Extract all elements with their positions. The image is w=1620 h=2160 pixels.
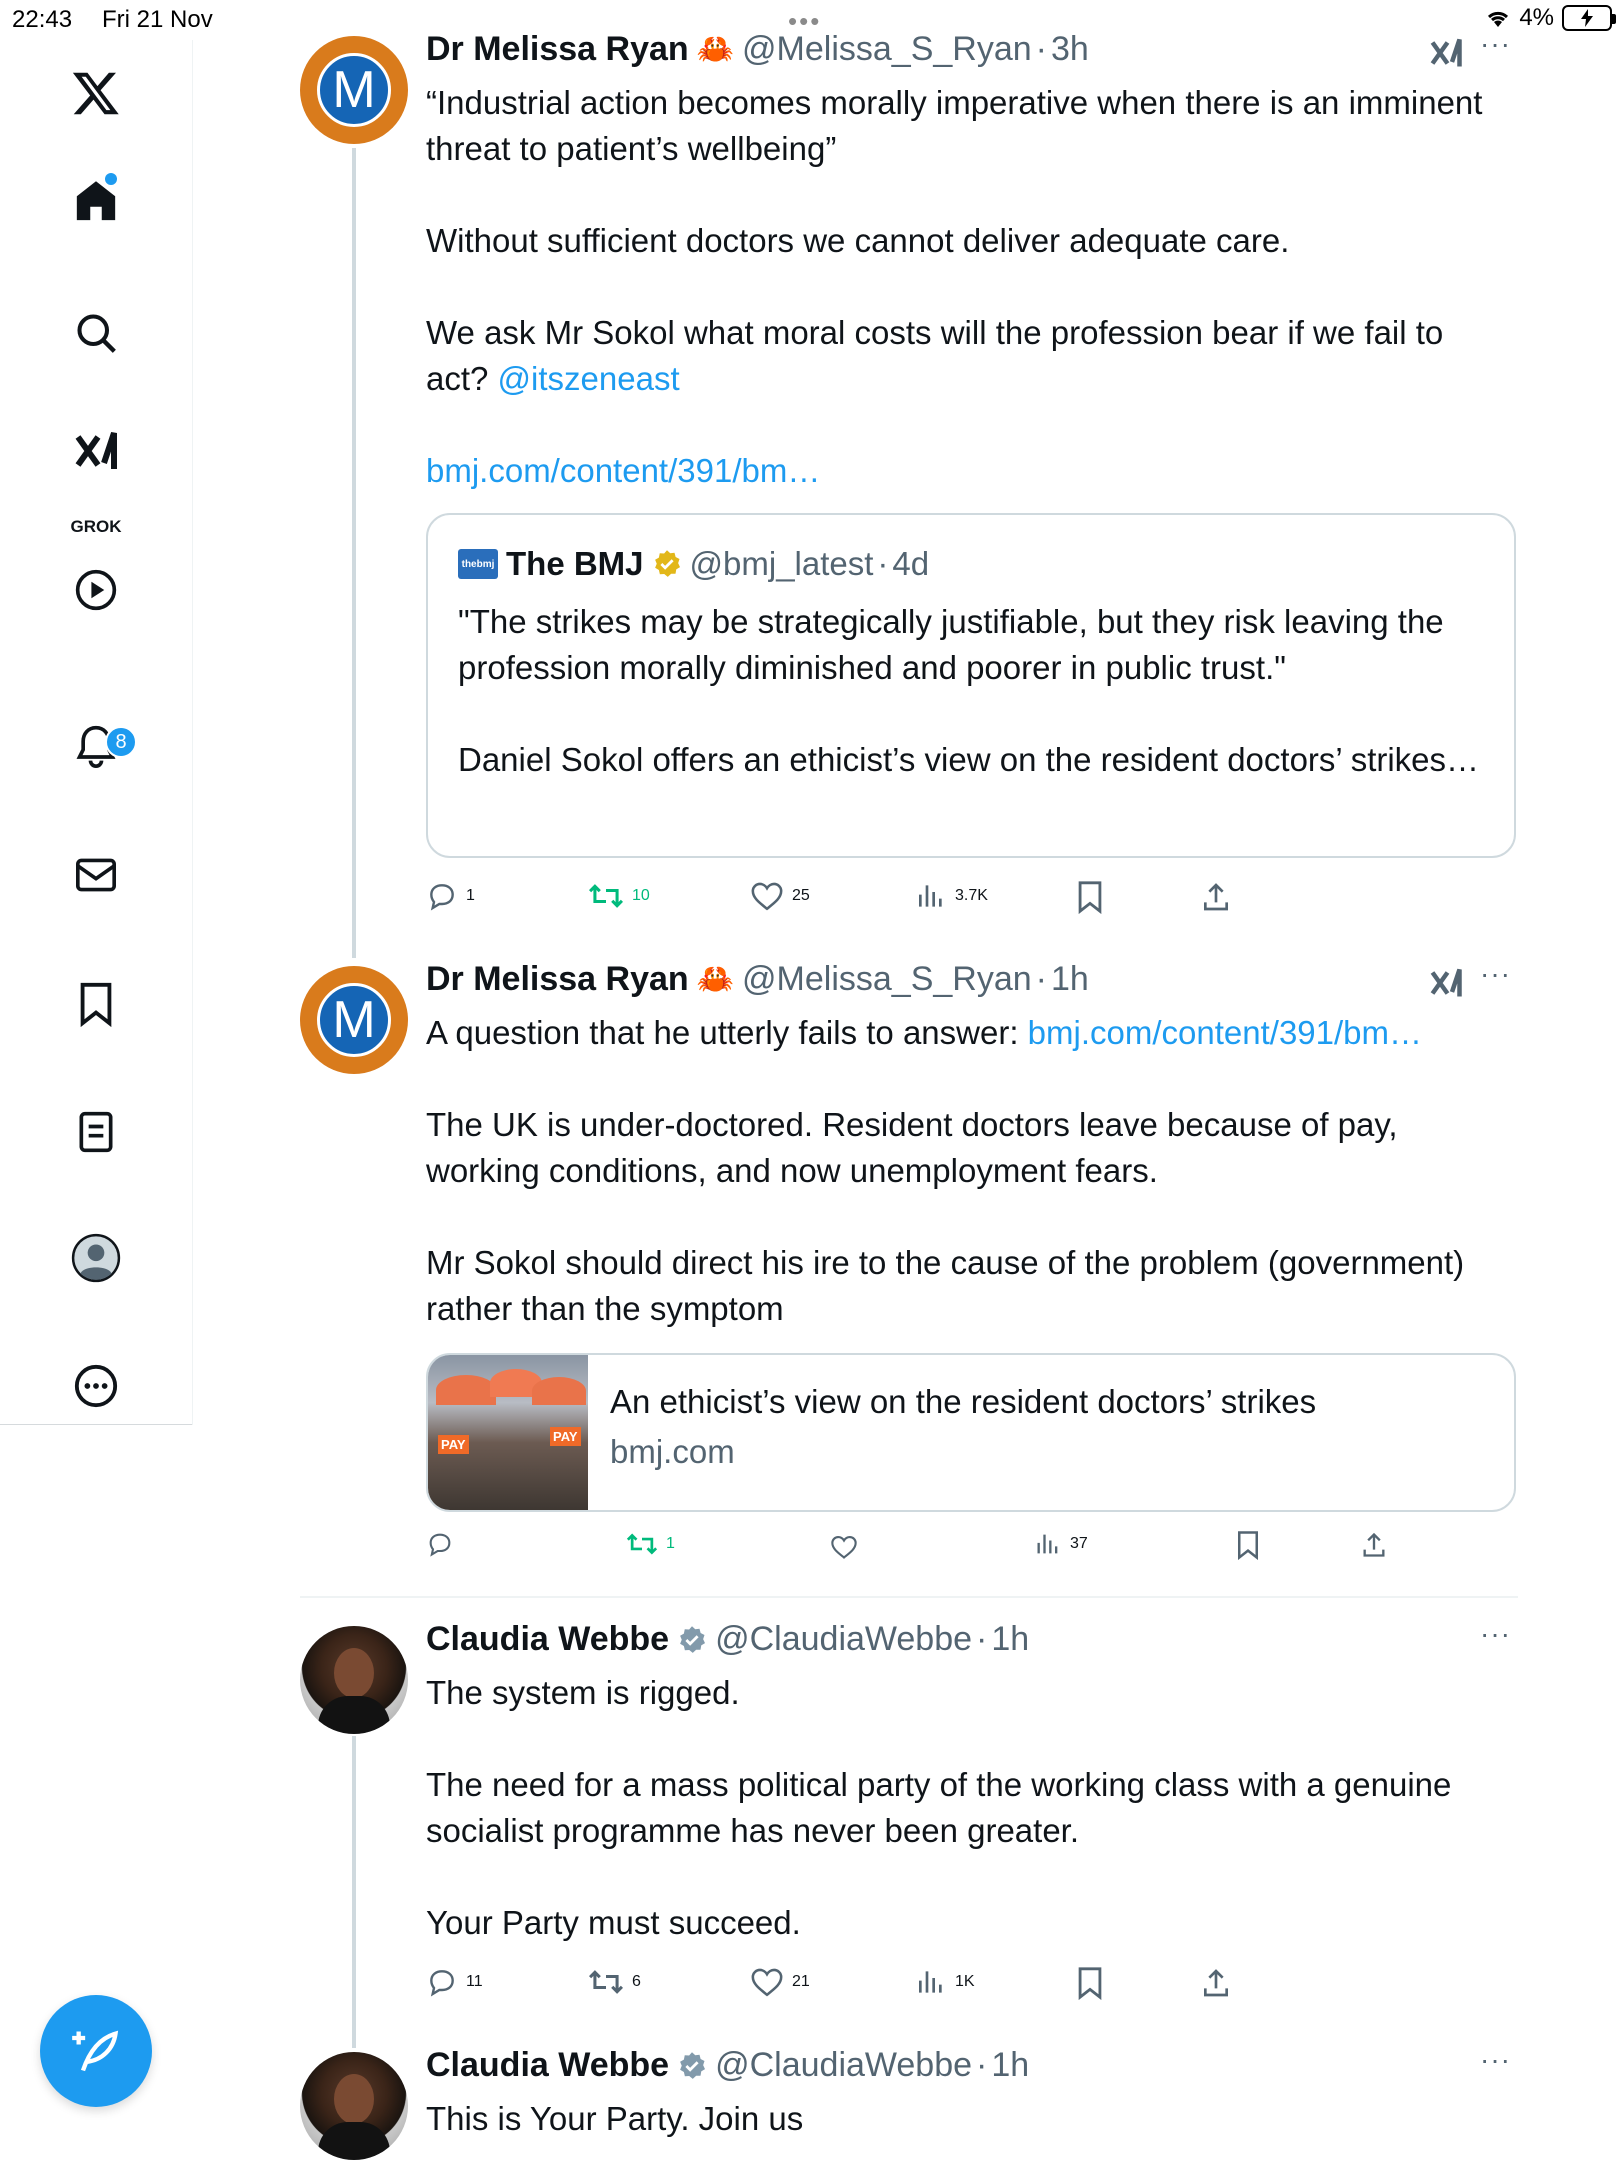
repost-icon [588, 880, 624, 912]
quote-text: "The strikes may be strategically justifiable, but they risk leaving the profession morally diminished and poorer in public trust." Daniel Sokol offers an ethicist’s view on the resident doctors’ strikes… [458, 603, 1480, 778]
like-button[interactable]: 21 [750, 1966, 810, 1998]
battery-percent: 4% [1519, 4, 1554, 31]
bookmark-button[interactable] [1075, 1966, 1105, 2000]
views-button[interactable]: 1K [915, 1966, 975, 1998]
url-link[interactable]: bmj.com/content/391/bm… [1027, 1014, 1423, 1051]
search-icon[interactable] [65, 302, 127, 364]
share-icon [1360, 1530, 1388, 1560]
analytics-icon [1034, 1530, 1062, 1558]
articles-icon[interactable] [65, 1101, 127, 1163]
notifications-badge: 8 [105, 726, 137, 758]
share-button[interactable] [1200, 1966, 1232, 2000]
x-logo-icon[interactable] [65, 62, 127, 124]
reply-icon [426, 1966, 458, 1998]
messages-envelope-icon[interactable] [65, 844, 127, 906]
reply-button[interactable]: 11 [426, 1966, 483, 1998]
grok-label: GROK [70, 517, 122, 536]
tweet-divider [300, 1596, 1518, 1598]
author-name[interactable]: Dr Melissa Ryan [426, 30, 689, 68]
repost-icon [588, 1966, 624, 1998]
views-button[interactable]: 37 [1034, 1530, 1088, 1558]
avatar[interactable] [300, 1626, 408, 1734]
profile-avatar-icon[interactable] [65, 1227, 127, 1289]
author-name[interactable]: Dr Melissa Ryan [426, 960, 689, 998]
author-name[interactable]: Claudia Webbe [426, 1620, 670, 1658]
sidebar-nav [0, 40, 193, 1425]
quoted-tweet[interactable]: thebmj The BMJ @bmj_latest · 4d "The strikes may be strategically justifiable, but they risk leaving the profession morally diminished and poorer in public trust." Daniel Sokol offers an ethicist’s view on the resident doctors’ strikes… [426, 513, 1516, 858]
tweet-text: The system is rigged. The need for a mass political party of the working class with a genuine socialist programme has never been greater. Your Party must succeed. [426, 1674, 1461, 1941]
share-button[interactable] [1360, 1530, 1388, 1560]
bookmark-button[interactable] [1235, 1530, 1261, 1560]
grok-explain-icon[interactable] [1428, 36, 1464, 70]
bookmark-icon [1235, 1530, 1261, 1560]
card-sign: PAY [550, 1427, 581, 1446]
like-button[interactable] [830, 1534, 866, 1560]
quote-author-name: The BMJ [506, 545, 644, 582]
bmj-logo: thebmj [458, 549, 498, 579]
home-icon[interactable] [65, 170, 127, 232]
video-play-icon[interactable] [65, 559, 127, 621]
url-link[interactable]: bmj.com/content/391/bm… [426, 452, 821, 489]
battery-icon [1562, 5, 1612, 31]
status-date: Fri 21 Nov [102, 6, 213, 33]
tweet-time[interactable]: 3h [1051, 30, 1089, 68]
heart-icon [750, 1966, 784, 1998]
link-preview-card[interactable] [426, 1353, 1516, 1512]
quote-time: 4d [892, 545, 930, 582]
tweet-time[interactable]: 1h [1051, 960, 1089, 998]
card-domain: bmj.com [610, 1433, 735, 1470]
repost-icon [626, 1530, 658, 1558]
tweet-time[interactable]: 1h [991, 1620, 1030, 1658]
multitasking-dots-icon[interactable]: ••• [788, 6, 822, 36]
bookmark-icon [1075, 880, 1105, 914]
card-thumbnail [428, 1355, 588, 1512]
compose-feather-icon [70, 2025, 122, 2077]
author-handle[interactable]: @Melissa_S_Ryan [742, 30, 1032, 68]
repost-button[interactable]: 1 [626, 1530, 675, 1558]
author-handle[interactable]: @ClaudiaWebbe [715, 1620, 973, 1658]
avatar[interactable] [300, 2052, 408, 2160]
heart-icon [830, 1534, 858, 1560]
thread-line [352, 1736, 356, 2048]
tweet-time[interactable]: 1h [991, 2046, 1030, 2084]
avatar[interactable]: M [300, 966, 408, 1074]
reply-icon [426, 880, 458, 912]
grok-icon[interactable] [65, 420, 127, 482]
tweet-text: A question that he utterly fails to answer: bmj.com/content/391/bm… The UK is under-doctored. Resident doctors leave because of pay, working conditions, and now unemployment fears. Mr Sokol should direct his ire to the cause of the problem (government) rather than the symptom [426, 1014, 1474, 1327]
grok-explain-icon[interactable] [1428, 966, 1464, 1000]
share-icon [1200, 880, 1232, 914]
thread-line [352, 148, 356, 958]
author-emoji: 🦀 [696, 33, 735, 66]
quote-author-handle: @bmj_latest [689, 545, 874, 582]
share-icon [1200, 1966, 1232, 2000]
bookmarks-icon[interactable] [65, 973, 127, 1035]
repost-button[interactable]: 10 [588, 880, 650, 912]
share-button[interactable] [1200, 880, 1232, 914]
avatar[interactable]: M [300, 36, 408, 144]
analytics-icon [915, 1966, 947, 1998]
author-name[interactable]: Claudia Webbe [426, 2046, 670, 2084]
tweet-text: “Industrial action becomes morally imperative when there is an imminent threat to patient’s wellbeing” Without sufficient doctors we cannot deliver adequate care. We ask Mr Sokol what moral costs will the profession bear if we fail to act? @itszeneast bmj.com/content/391/bm… [426, 84, 1492, 489]
heart-icon [750, 880, 784, 912]
views-button[interactable]: 3.7K [915, 880, 988, 912]
more-menu-icon[interactable]: ··· [1480, 28, 1511, 59]
more-menu-icon[interactable]: ··· [1480, 2044, 1511, 2075]
card-sign: PAY [438, 1435, 469, 1454]
like-button[interactable]: 25 [750, 880, 810, 912]
repost-button[interactable]: 6 [588, 1966, 641, 1998]
more-menu-icon[interactable]: ··· [1480, 958, 1511, 989]
author-emoji: 🦀 [696, 963, 735, 996]
verified-grey-badge-icon [677, 2051, 707, 2081]
reply-button[interactable] [426, 1530, 462, 1558]
verified-grey-badge-icon [677, 1625, 707, 1655]
more-menu-icon[interactable]: ··· [1480, 1618, 1511, 1649]
bookmark-icon [1075, 1966, 1105, 2000]
author-handle[interactable]: @Melissa_S_Ryan [742, 960, 1032, 998]
tweet-text: This is Your Party. Join us [426, 2100, 804, 2137]
author-handle[interactable]: @ClaudiaWebbe [715, 2046, 973, 2084]
timeline: M Dr Melissa Ryan 🦀 @Melissa_S_Ryan · 3h ··· “Industrial action becomes morally imperative when there is an imminent threat to patient’s wellbeing” Without sufficient doctors we cannot deliver adequate care. We ask Mr Sokol what moral costs will the profession bear if we fail to act? @itszeneast bmj.com/content/391/bm… thebmj The BMJ @bmj_latest · 4d "The strikes may be strategically justifiable, but they risk leaving the profession morally diminished and poorer in public trust." Daniel Sokol offers an ethicist’s view on the resident doctors’ strikes… 1 10 25 3.7K M Dr Melissa Ryan 🦀 @Melissa_S_Ryan · 1h ··· A question that he utterly fails to answer: bmj.com/content/391/bm… The UK is under-doctored. Resident doctors leave because of pay, working conditions, and now unemployment fears. Mr Sokol should direct his ire to the cause of the problem (government) rather than the symptom PAY PAY An ethicist’s view on the resident doctors’ strikes bmj.com 1 37 Claudia Webbe @ClaudiaWebbe · 1h ··· The system is rigged. The need for a mass political party of the working class with a genuine socialist programme has never been greater. Your Party must succeed. 11 6 21 1K Claudia Webbe @ClaudiaWebbe · 1h ··· This is Your Party. Join us [300, 0, 1520, 2160]
home-unread-dot [105, 173, 117, 185]
bookmark-button[interactable] [1075, 880, 1105, 914]
verified-gold-badge-icon [652, 549, 682, 579]
compose-post-button[interactable] [40, 1995, 152, 2107]
reply-button[interactable]: 1 [426, 880, 475, 912]
card-title: An ethicist’s view on the resident doctors’ strikes [610, 1383, 1317, 1420]
analytics-icon [915, 880, 947, 912]
reply-icon [426, 1530, 454, 1558]
status-time: 22:43 [12, 6, 73, 33]
more-options-circle-icon[interactable] [65, 1355, 127, 1417]
mention-link[interactable]: @itszeneast [497, 360, 680, 397]
